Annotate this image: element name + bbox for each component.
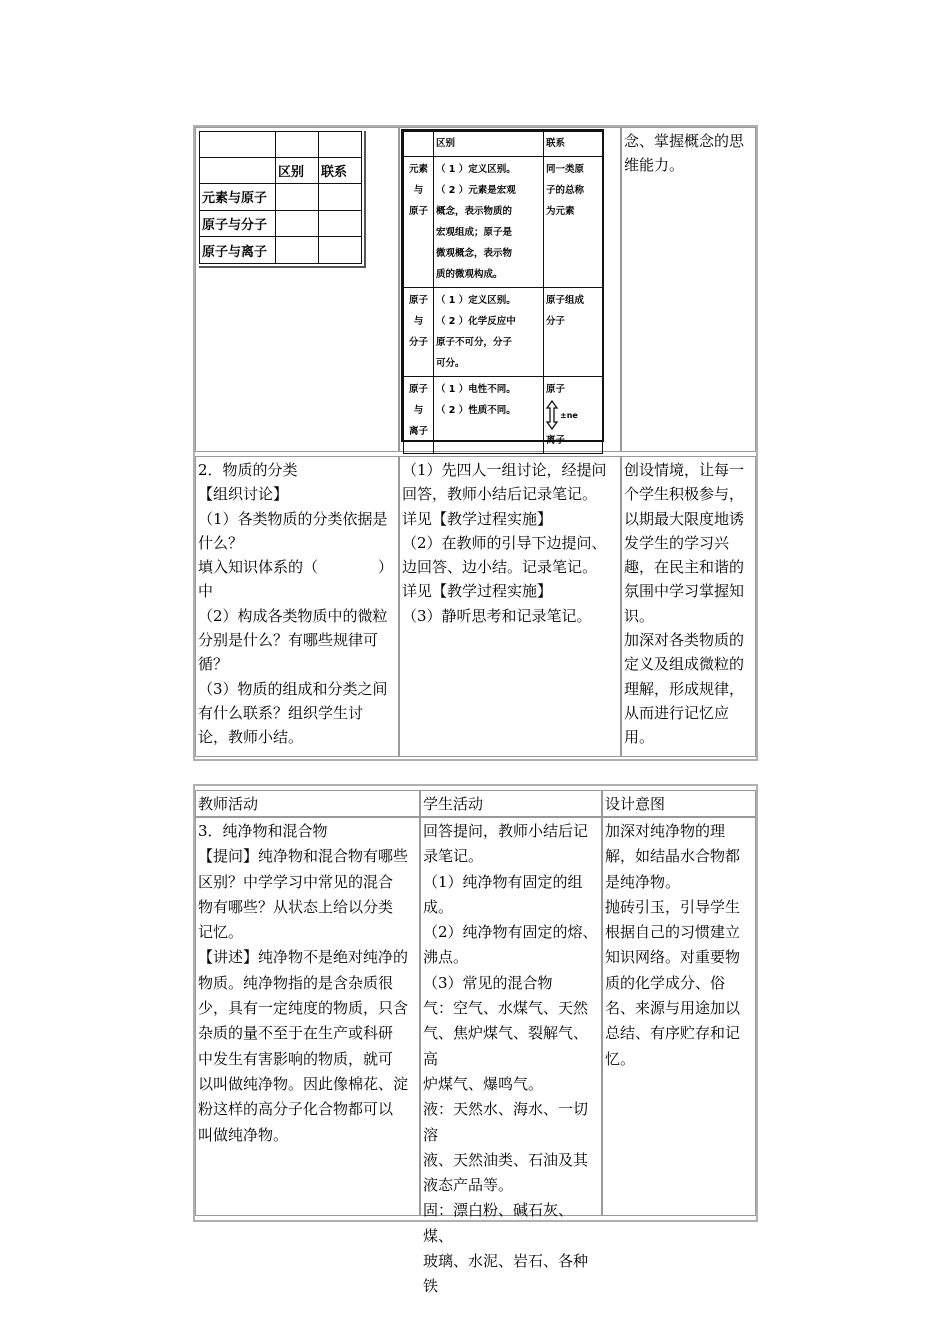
student-activity-text: （1）先四人一组讨论，经提问 回答，教师小结后记录笔记。 详见【教学过程实施】 （2）在教师的引导下边提问、 边回答、边小结。记录笔记。 详见【教学过程实施】 （3）静听思考和记录笔记。 [402, 461, 607, 625]
row-relation [544, 377, 603, 454]
row-difference: （ 1 ）定义区别。 （ 2 ）元素是宏观 概念，表示物质的 宏观组成；原子是 微观概念，表示物 质的微观构成。 [434, 157, 544, 288]
row-label: 原子与分子 [200, 210, 276, 237]
table1-row2-col2 [399, 456, 621, 757]
teacher-activity-text: 3．纯净物和混合物 【提问】纯净物和混合物有哪些 区别？中学学习中常见的混合 物有哪些？从状态上给以分类 记忆。 【讲述】纯净物不是绝对纯净的 物质。纯净物指的是含杂质很 少，具有一定纯度的物质，只含 杂质的量不至于在生产或科研 中发生有害影响的物质，就可 以叫做纯净物。因此像棉花、淀 粉这样的高分子化合物都可以 叫做纯净物。 [198, 822, 409, 1144]
table2-header-teacher [195, 790, 420, 817]
table2-col2 [420, 817, 602, 1296]
relation-ion: 离子 [546, 435, 566, 446]
table1-row1-col3 [621, 127, 756, 452]
teacher-activity-text: 2．物质的分类 【组织讨论】 （1）各类物质的分类依据是 什么？ 填入知识体系的（ ） 中 （2）构成各类物质中的微粒 分别是什么？有哪些规律可 循？ （3）物质的组成和分类之间 有什么联系？组织学生讨 论，教师小结。 [198, 461, 394, 747]
row-label: 元素与原子 [200, 184, 276, 211]
comparison-table-image-b [401, 129, 604, 446]
row-relation: 同一类原 子的总称 为元素 [544, 157, 603, 288]
relation-atom: 原子 [546, 384, 566, 395]
double-arrow-icon [546, 400, 558, 430]
header-difference: 区别 [276, 158, 319, 184]
row-difference: （ 1 ）定义区别。 （ 2 ）化学反应中 原子不可分，分子 可分。 [434, 288, 544, 377]
design-intent-text-2: 创设情境，让每一 个学生积极参与， 以期最大限度地诱 发学生的学习兴 趣，在民主和谐的 氛围中学习掌握知 识。 加深对各类物质的 定义及组成微粒的 理解，形成规律， 从而进行记忆应 用。 [624, 461, 745, 747]
comparison-table-image-a [199, 131, 366, 268]
table2-col1 [195, 817, 420, 1216]
design-intent-text: 加深对纯净物的理 解，如结晶水合物都 是纯净物。 抛砖引玉，引导学生 根据自己的习惯建立 知识网络。对重要物 质的化学成分、俗 名、来源与用途加以 总结、有序贮存和记 忆。 [605, 822, 741, 1068]
row-relation: 原子组成 分子 [544, 288, 603, 377]
row-head: 原子 与 离子 [404, 377, 434, 454]
table2-header-intent [602, 790, 756, 817]
table2-header-student [420, 790, 602, 817]
header-relation: 联系 [544, 132, 603, 157]
student-activity-text: 回答提问，教师小结后记 录笔记。 （1）纯净物有固定的组 成。 （2）纯净物有固定的熔、 沸点。 （3）常见的混合物 气：空气、水煤气、天然 气、焦炉煤气、裂解气、高 炉煤气、爆鸣气。 液：天然水、海水、一切溶 液、天然油类、石油及其 液态产品等。 固：漂白粉、碱石灰、煤、 玻璃、水泥、岩石、各种铁 [423, 822, 598, 1296]
row-head: 原子 与 分子 [404, 288, 434, 377]
row-difference: （ 1 ）电性不同。 （ 2 ）性质不同。 [434, 377, 544, 454]
row-label: 原子与离子 [200, 237, 276, 264]
design-intent-text-1: 念、掌握概念的思 维能力。 [624, 132, 745, 175]
header-design-intent: 设计意图 [605, 795, 666, 813]
table1-row2-col1 [195, 456, 399, 757]
table1-row2-col3 [621, 456, 756, 757]
row-head: 元素 与 原子 [404, 157, 434, 288]
header-student-activity: 学生活动 [423, 795, 484, 813]
relation-charge: ±ne [560, 410, 578, 420]
header-teacher-activity: 教师活动 [198, 795, 259, 813]
header-difference: 区别 [434, 132, 544, 157]
header-relation: 联系 [319, 158, 362, 184]
table2-col3 [602, 817, 756, 1216]
